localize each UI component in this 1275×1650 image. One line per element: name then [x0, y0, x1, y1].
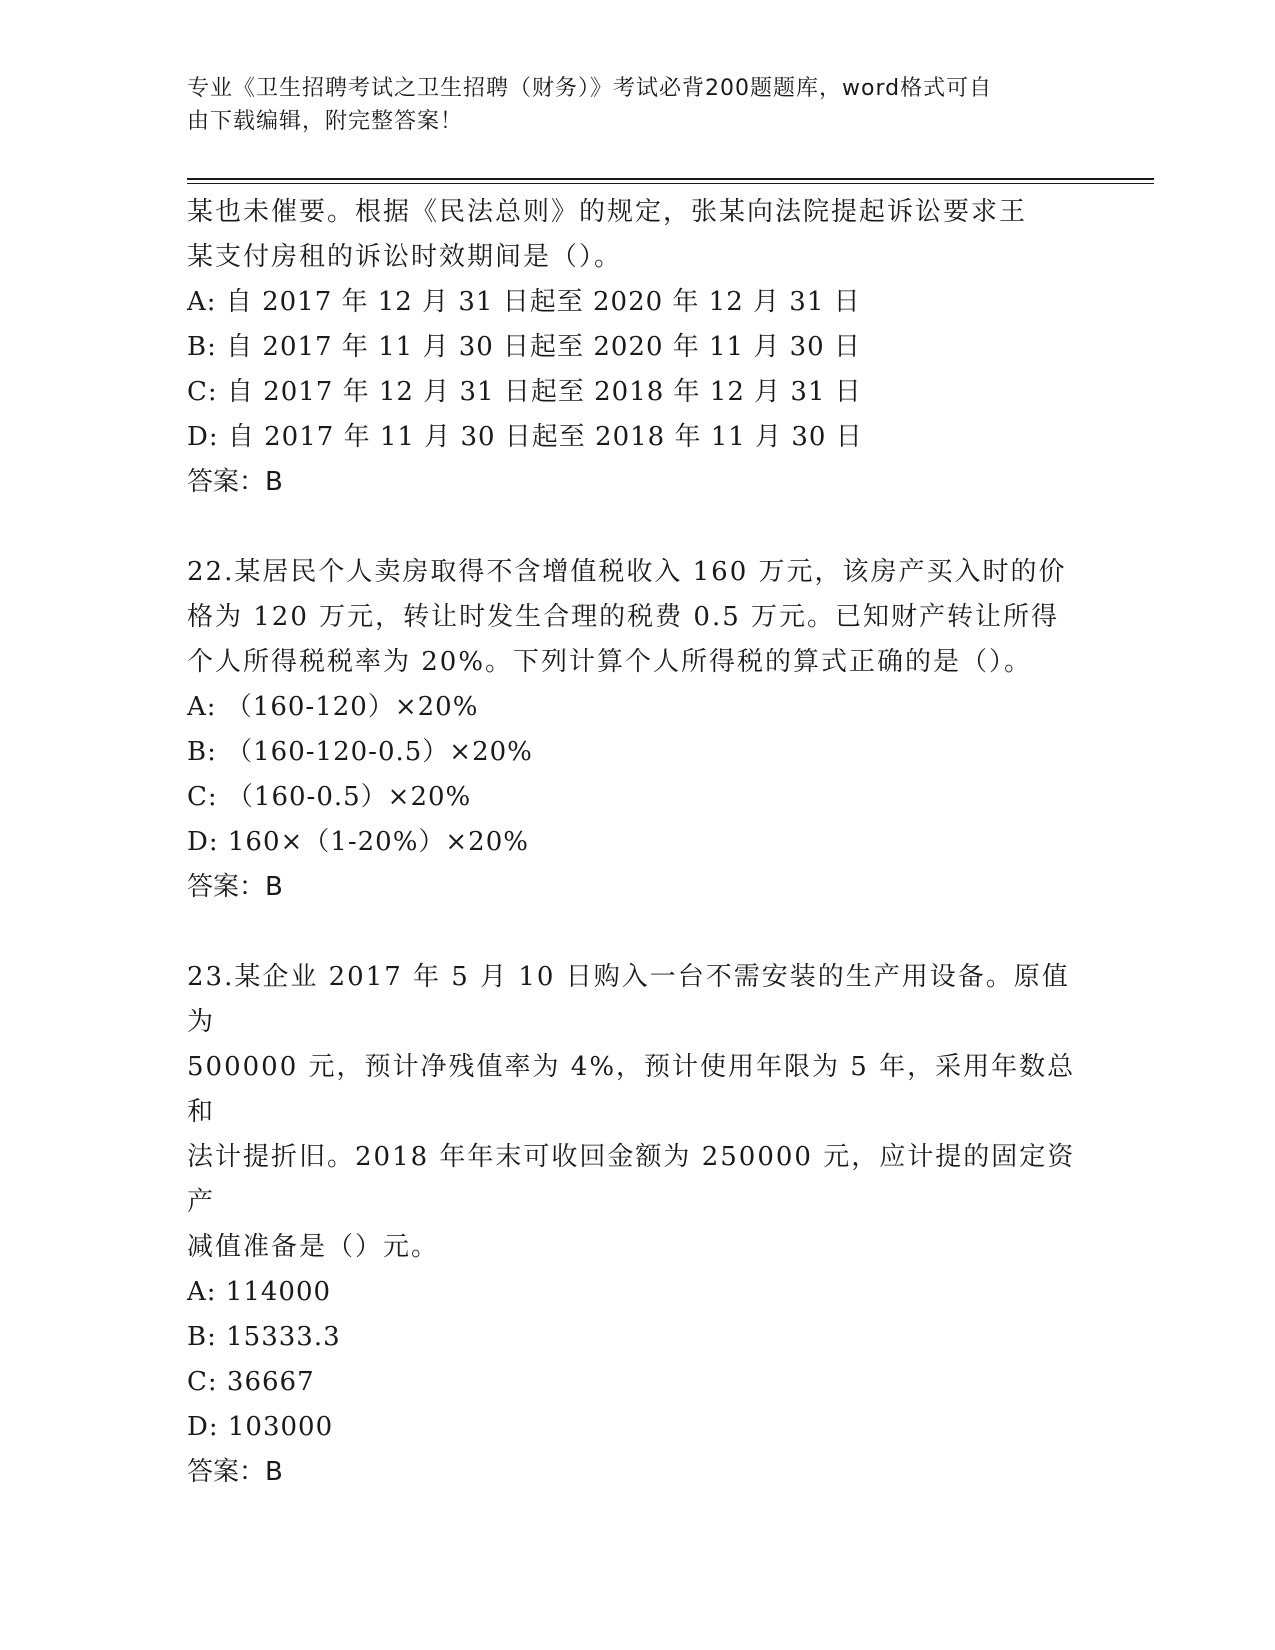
document-header [187, 72, 1067, 138]
question-text-line: 500000 元，预计净残值率为 4%，预计使用年限为 5 年，采用年数总和 [187, 1052, 1076, 1127]
header-divider-thick [187, 178, 1154, 180]
question-text-line: 某也未催要。根据《民法总则》的规定，张某向法院提起诉讼要求王 [187, 197, 1028, 227]
option-b: B: 15333.3 [187, 1322, 341, 1352]
option-c: C: 36667 [187, 1367, 315, 1397]
option-c: C: 自 2017 年 12 月 31 日起至 2018 年 12 月 31 日 [187, 377, 862, 407]
option-b: B: 自 2017 年 11 月 30 日起至 2020 年 11 月 30 日 [187, 332, 861, 362]
option-a: A: 114000 [187, 1277, 332, 1307]
option-a: A: （160-120）×20% [187, 692, 479, 722]
answer-line: 答案：B [187, 872, 283, 902]
question-text-line: 某支付房租的诉讼时效期间是（）。 [187, 242, 623, 272]
question-item [187, 550, 1087, 910]
option-a: A: 自 2017 年 12 月 31 日起至 2020 年 12 月 31 日 [187, 287, 861, 317]
answer-line: 答案：B [187, 1457, 283, 1487]
header-line-1: 专业《卫生招聘考试之卫生招聘（财务）》考试必背200题题库，word格式可自 [187, 76, 993, 101]
question-text-line: 22.某居民个人卖房取得不含增值税收入 160 万元，该房产买入时的价 [187, 557, 1067, 587]
header-divider-thin [187, 183, 1154, 184]
question-text-line: 减值准备是（）元。 [187, 1232, 440, 1262]
option-d: D: 160×（1-20%）×20% [187, 827, 529, 857]
question-item [187, 190, 1087, 505]
option-c: C: （160-0.5）×20% [187, 782, 472, 812]
question-list [187, 190, 1087, 1495]
question-text-line: 法计提折旧。2018 年年末可收回金额为 250000 元，应计提的固定资产 [187, 1142, 1076, 1217]
option-d: D: 自 2017 年 11 月 30 日起至 2018 年 11 月 30 日 [187, 422, 863, 452]
question-text-line: 23.某企业 2017 年 5 月 10 日购入一台不需安装的生产用设备。原值为 [187, 962, 1070, 1037]
question-text-line: 个人所得税税率为 20%。下列计算个人所得税的算式正确的是（）。 [187, 647, 1033, 677]
option-b: B: （160-120-0.5）×20% [187, 737, 533, 767]
header-line-2: 由下载编辑，附完整答案！ [187, 109, 464, 134]
answer-line: 答案：B [187, 467, 283, 497]
question-item [187, 955, 1087, 1495]
question-text-line: 格为 120 万元，转让时发生合理的税费 0.5 万元。已知财产转让所得 [187, 602, 1060, 632]
option-d: D: 103000 [187, 1412, 334, 1442]
